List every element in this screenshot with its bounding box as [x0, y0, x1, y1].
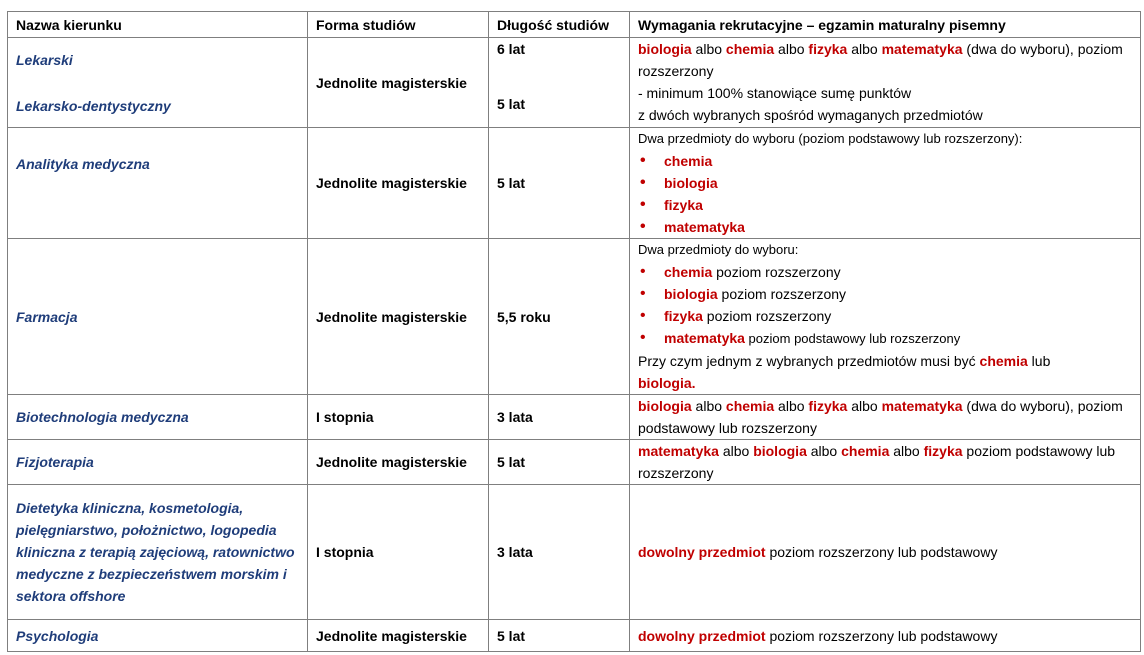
requirements-note: z dwóch wybranych spośród wymaganych przedmiotów — [638, 107, 983, 123]
program-name: Analityka medyczna — [8, 128, 308, 239]
list-item: • fizyka — [638, 194, 1132, 216]
duration: 5 lat — [489, 128, 630, 239]
study-form: Jednolite magisterskie — [308, 38, 489, 128]
study-form: Jednolite magisterskie — [308, 239, 489, 395]
requirements-note: - minimum 100% stanowiące sumę punktów — [638, 85, 912, 101]
table-header-row — [8, 12, 1141, 38]
list-item: • biologia poziom rozszerzony — [638, 283, 1132, 305]
program-name: Dietetyka kliniczna, kosmetologia, pielęgniarstwo, położnictwo, logopedia kliniczna z terapią zajęciową, ratownictwo medyczne z bezpieczeństwem morskim i sektora offshore — [8, 485, 308, 620]
list-item: • biologia — [638, 172, 1132, 194]
list-item: • chemia poziom rozszerzony — [638, 261, 1132, 283]
requirements-text: biologia albo chemia albo fizyka albo matematyka (dwa do wyboru), poziom podstawowy lub rozszerzony — [630, 395, 1141, 440]
header-duration: Długość studiów — [489, 12, 630, 38]
table-row — [8, 239, 1141, 395]
program-name: Farmacja — [8, 239, 308, 395]
list-item: • matematyka poziom podstawowy lub rozszerzony — [638, 327, 1132, 350]
duration: 5 lat — [489, 620, 630, 652]
program-name: Lekarsko-dentystyczny — [16, 97, 171, 114]
program-name: Psychologia — [8, 620, 308, 652]
requirements-text: dowolny przedmiot poziom rozszerzony lub podstawowy — [630, 620, 1141, 652]
requirements-text: matematyka albo biologia albo chemia albo fizyka poziom podstawowy lub rozszerzony — [630, 440, 1141, 485]
list-item: • matematyka — [638, 216, 1132, 238]
study-form: I stopnia — [308, 395, 489, 440]
duration: 5 lat — [497, 96, 526, 112]
requirements-note: Przy czym jednym z wybranych przedmiotów musi być chemia lub biologia. — [638, 353, 1051, 391]
duration: 6 lat — [497, 41, 526, 57]
table-row — [8, 440, 1141, 485]
list-item: • chemia — [638, 150, 1132, 172]
requirements-intro: Dwa przedmioty do wyboru (poziom podstawowy lub rozszerzony): — [638, 131, 1023, 146]
study-form: Jednolite magisterskie — [308, 128, 489, 239]
requirements-text: biologia albo chemia albo fizyka albo matematyka (dwa do wyboru), poziom rozszerzony — [638, 41, 1123, 79]
program-name: Fizjoterapia — [8, 440, 308, 485]
study-form: Jednolite magisterskie — [308, 620, 489, 652]
requirements-cell — [630, 38, 1141, 128]
admission-requirements-table — [7, 11, 1141, 652]
list-item: • fizyka poziom rozszerzony — [638, 305, 1132, 327]
program-name: Lekarski — [16, 51, 73, 68]
table-row — [8, 38, 1141, 128]
subject-list — [638, 150, 1132, 238]
table-row — [8, 128, 1141, 239]
requirements-cell — [630, 239, 1141, 395]
requirements-text: dowolny przedmiot poziom rozszerzony lub podstawowy — [630, 485, 1141, 620]
program-name: Biotechnologia medyczna — [8, 395, 308, 440]
duration-cell — [489, 38, 630, 128]
table-row — [8, 620, 1141, 652]
subject-list — [638, 261, 1132, 350]
header-form: Forma studiów — [308, 12, 489, 38]
duration: 5 lat — [489, 440, 630, 485]
duration: 3 lata — [489, 395, 630, 440]
duration: 3 lata — [489, 485, 630, 620]
study-form: Jednolite magisterskie — [308, 440, 489, 485]
study-form: I stopnia — [308, 485, 489, 620]
requirements-cell — [630, 128, 1141, 239]
header-name: Nazwa kierunku — [8, 12, 308, 38]
header-requirements: Wymagania rekrutacyjne – egzamin maturalny pisemny — [630, 12, 1141, 38]
requirements-intro: Dwa przedmioty do wyboru: — [638, 242, 799, 257]
program-name-cell — [8, 38, 308, 128]
table-row — [8, 395, 1141, 440]
duration: 5,5 roku — [489, 239, 630, 395]
table-row — [8, 485, 1141, 620]
